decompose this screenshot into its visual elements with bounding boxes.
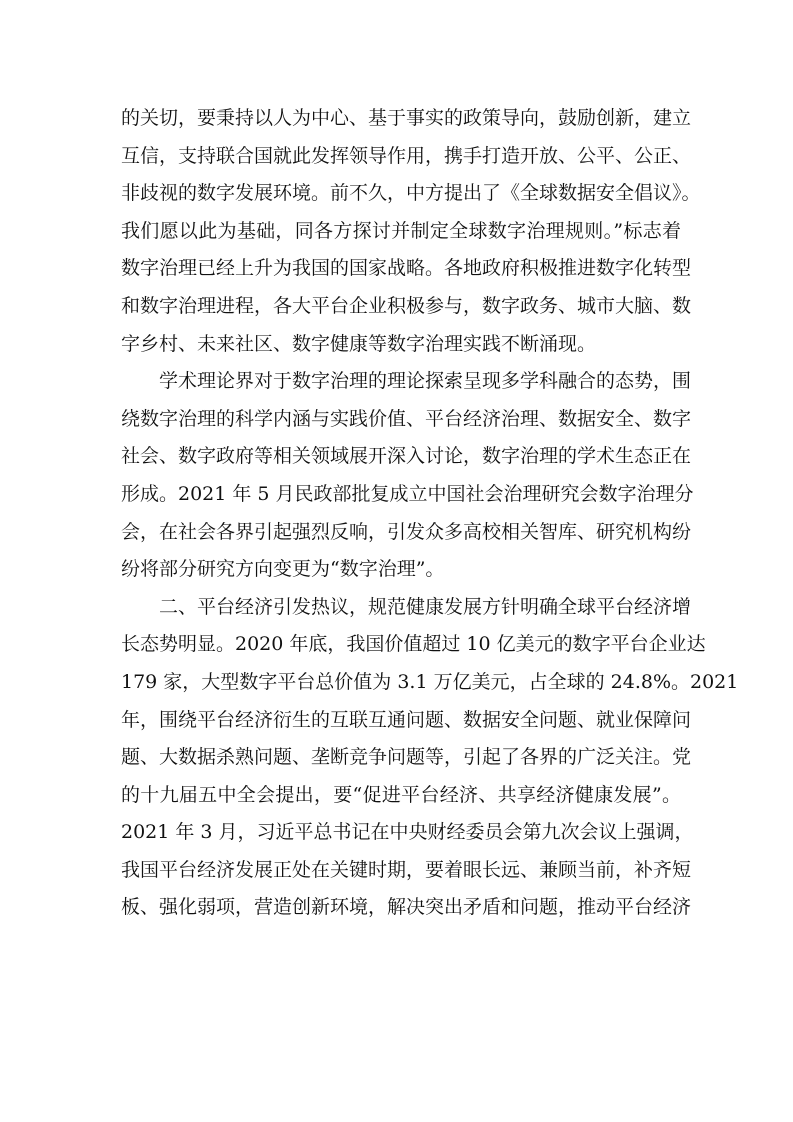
text-line-14: 二、平台经济引发热议，规范健康发展方针明确全球平台经济增 [159,595,692,618]
text-line-3: 非歧视的数字发展环境。前不久，中方提出了《全球数据安全倡议》。 [121,182,701,205]
text-line-15: 长态势明显。2020 年底，我国价值超过 10 亿美元的数字平台企业达 [121,633,706,656]
text-line-1: 的关切，要秉持以人为中心、基于事实的政策导向，鼓励创新，建立 [121,107,692,129]
text-line-9: 绕数字治理的科学内涵与实践价值、平台经济治理、数据安全、数字 [121,407,692,430]
text-line-8: 学术理论界对于数字治理的理论探索呈现多学科融合的态势，围 [159,370,692,393]
text-line-5: 数字治理已经上升为我国的国家战略。各地政府积极推进数字化转型 [121,257,692,280]
text-line-18: 题、大数据杀熟问题、垄断竞争问题等，引起了各界的广泛关注。党 [121,746,692,769]
text-line-22: 板、强化弱项，营造创新环境，解决突出矛盾和问题，推动平台经济 [121,896,692,919]
text-line-17: 年，围绕平台经济衍生的互联互通问题、数据安全问题、就业保障问 [121,708,692,731]
text-line-7: 字乡村、未来社区、数字健康等数字治理实践不断涌现。 [121,332,597,355]
body-text [121,100,739,927]
text-line-16: 179 家，大型数字平台总价值为 3.1 万亿美元，占全球的 24.8%。2021 [121,670,739,693]
text-line-21: 我国平台经济发展正处在关键时期，要着眼长远、兼顾当前，补齐短 [121,858,692,881]
text-line-11: 形成。2021 年 5 月民政部批复成立中国社会治理研究会数字治理分 [121,482,694,505]
text-line-2: 互信，支持联合国就此发挥领导作用，携手打造开放、公平、公正、 [121,144,692,167]
text-line-20: 2021 年 3 月，习近平总书记在中央财经委员会第九次会议上强调， [121,821,694,844]
text-line-19: 的十九届五中全会提出，要“促进平台经济、共享经济健康发展”。 [121,783,681,806]
text-line-12: 会，在社会各界引起强烈反响，引发众多高校相关智库、研究机构纷 [121,520,692,543]
text-line-6: 和数字治理进程，各大平台企业积极参与，数字政务、城市大脑、数 [121,294,692,317]
text-line-10: 社会、数字政府等相关领域展开深入讨论，数字治理的学术生态正在 [121,445,692,468]
text-line-4: 我们愿以此为基础，同各方探讨并制定全球数字治理规则。”标志着 [121,219,681,242]
text-line-13: 纷将部分研究方向变更为“数字治理”。 [121,558,445,581]
